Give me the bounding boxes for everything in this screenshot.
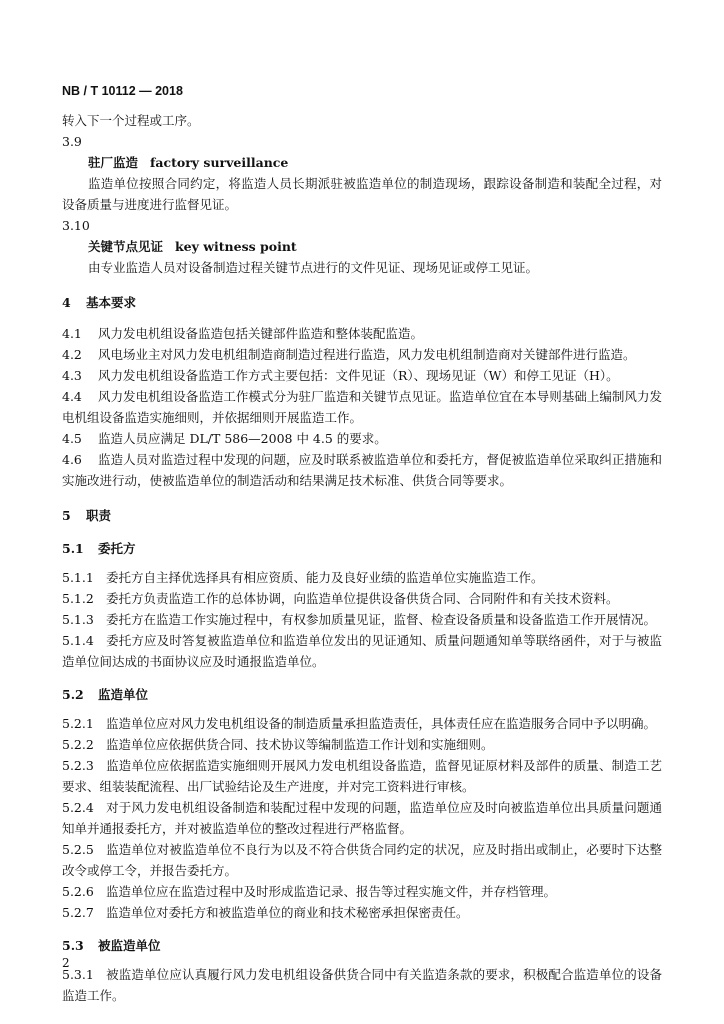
- subsection-number: 5.3: [62, 938, 84, 953]
- clause: [62, 630, 662, 672]
- clause: [62, 609, 662, 630]
- subsection-heading: [62, 538, 662, 559]
- clause-text: 风力发电机组设备监造包括关键部件监造和整体装配监造。: [98, 326, 424, 341]
- clause-number: 5.2.3: [62, 758, 94, 773]
- clause-text: 监造人员对监造过程中发现的问题，应及时联系被监造单位和委托方，督促被监造单位采取纠正措施和实施改进行动，使被监造单位的制造活动和结果满足技术标准、供货合同等要求。: [62, 452, 662, 488]
- subsection-heading: [62, 935, 662, 956]
- clause: [62, 964, 662, 1006]
- clause-number: 5.1.3: [62, 612, 94, 627]
- clause: [62, 839, 662, 881]
- term-cn: 驻厂监造: [88, 155, 139, 170]
- term-definition: 由专业监造人员对设备制造过程关键节点进行的文件见证、现场见证或停工见证。: [88, 260, 539, 275]
- document-page: [62, 84, 662, 1006]
- clause-text: 对于风力发电机组设备制造和装配过程中发现的问题，监造单位应及时向被监造单位出具质量问题通知单并通报委托方，并对被监造单位的整改过程进行严格监督。: [62, 800, 662, 836]
- clause-text: 监造人员应满足 DL/T 586—2008 中 4.5 的要求。: [98, 431, 387, 446]
- clause: [62, 365, 662, 386]
- clause-number: 4.3: [62, 368, 82, 383]
- clause: [62, 881, 662, 902]
- clause-text: 被监造单位应认真履行风力发电机组设备供货合同中有关监造条款的要求，积极配合监造单位的设备监造工作。: [62, 967, 662, 1003]
- subsection-title: 委托方: [98, 541, 136, 556]
- clause-text: 监造单位应在监造过程中及时形成监造记录、报告等过程实施文件，并存档管理。: [106, 884, 557, 899]
- clause: [62, 797, 662, 839]
- section-heading: [62, 292, 662, 313]
- clause-number: 5.1.4: [62, 633, 94, 648]
- term-cn: 关键节点见证: [88, 239, 164, 254]
- term-number: 3.10: [62, 218, 90, 233]
- subsection-number: 5.1: [62, 541, 84, 556]
- clause-number: 5.2.4: [62, 800, 94, 815]
- clause-text: 委托方在监造工作实施过程中，有权参加质量见证，监督、检查设备质量和设备监造工作开展情况。: [106, 612, 657, 627]
- clause-number: 5.2.6: [62, 884, 94, 899]
- clause-text: 监造单位对委托方和被监造单位的商业和技术秘密承担保密责任。: [106, 905, 469, 920]
- term-definition: 监造单位按照合同约定，将监造人员长期派驻被监造单位的制造现场，跟踪设备制造和装配全过程，对设备质量与进度进行监督见证。: [62, 176, 662, 212]
- clause-text: 监造单位应依据供货合同、技术协议等编制监造工作计划和实施细则。: [106, 737, 494, 752]
- clause-text: 委托方自主择优选择具有相应资质、能力及良好业绩的监造单位实施监造工作。: [106, 570, 544, 585]
- clause-text: 监造单位应依据监造实施细则开展风力发电机组设备监造，监督见证原材料及部件的质量、制造工艺要求、组装装配流程、出厂试验结论及生产进度，并对完工资料进行审核。: [62, 758, 662, 794]
- subsection-title: 被监造单位: [98, 938, 161, 953]
- term-en: factory surveillance: [150, 155, 289, 170]
- clause: [62, 588, 662, 609]
- clause-text: 委托方负责监造工作的总体协调，向监造单位提供设备供货合同、合同附件和有关技术资料。: [106, 591, 619, 606]
- subsection-number: 5.2: [62, 687, 84, 702]
- clause: [62, 713, 662, 734]
- term-number: 3.9: [62, 134, 82, 149]
- clause-text: 风力发电机组设备监造工作方式主要包括：文件见证（R）、现场见证（W）和停工见证（H）。: [98, 368, 619, 383]
- clause-number: 5.1.1: [62, 570, 94, 585]
- clause: [62, 344, 662, 365]
- section-title: 职责: [86, 508, 112, 523]
- clause-number: 4.2: [62, 347, 82, 362]
- section-title: 基本要求: [86, 295, 137, 310]
- clause-number: 5.2.1: [62, 716, 94, 731]
- clause-number: 5.1.2: [62, 591, 94, 606]
- section-number: 4: [62, 295, 71, 310]
- clause-number: 5.2.2: [62, 737, 94, 752]
- subsection-heading: [62, 684, 662, 705]
- clause-text: 委托方应及时答复被监造单位和监造单位发出的见证通知、质量问题通知单等联络函件，对于与被监造单位间达成的书面协议应及时通报监造单位。: [62, 633, 662, 669]
- clause-number: 4.1: [62, 326, 82, 341]
- clause-text: 监造单位应对风力发电机组设备的制造质量承担监造责任，具体责任应在监造服务合同中予以明确。: [106, 716, 657, 731]
- clause-number: 4.6: [62, 452, 82, 467]
- clause: [62, 567, 662, 588]
- clause-number: 4.4: [62, 389, 82, 404]
- section-number: 5: [62, 508, 71, 523]
- continuation-text: 转入下一个过程或工序。: [62, 113, 200, 128]
- clause-number: 4.5: [62, 431, 82, 446]
- term-heading: [62, 152, 662, 173]
- clause: [62, 734, 662, 755]
- section-heading: [62, 505, 662, 526]
- clause: [62, 428, 662, 449]
- clause-number: 5.2.5: [62, 842, 94, 857]
- clause-text: 风电场业主对风力发电机组制造商制造过程进行监造，风力发电机组制造商对关键部件进行监造。: [98, 347, 636, 362]
- clause: [62, 902, 662, 923]
- term-en: key witness point: [175, 239, 297, 254]
- clause-text: 风力发电机组设备监造工作模式分为驻厂监造和关键节点见证。监造单位宜在本导则基础上编制风力发电机组设备监造实施细则，并依据细则开展监造工作。: [62, 389, 662, 425]
- term-heading: [62, 236, 662, 257]
- page-number: 2: [62, 956, 70, 970]
- clause: [62, 323, 662, 344]
- clause: [62, 386, 662, 428]
- clause: [62, 755, 662, 797]
- clause-number: 5.2.7: [62, 905, 94, 920]
- clause: [62, 449, 662, 491]
- subsection-title: 监造单位: [98, 687, 149, 702]
- clause-text: 监造单位对被监造单位不良行为以及不符合供货合同约定的状况，应及时指出或制止，必要时下达整改令或停工令，并报告委托方。: [62, 842, 662, 878]
- clause-number: 5.3.1: [62, 967, 94, 982]
- standard-code: NB / T 10112 — 2018: [62, 84, 183, 98]
